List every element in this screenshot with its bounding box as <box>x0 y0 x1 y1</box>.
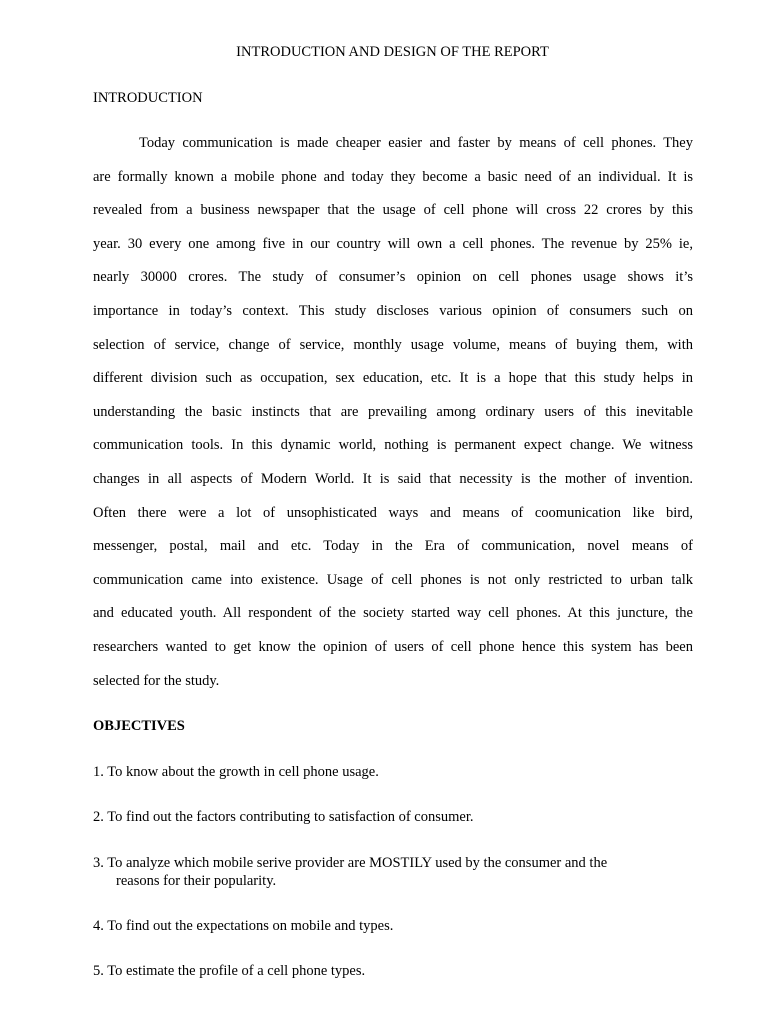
objective-text: 5. To estimate the profile of a cell phone types. <box>93 963 366 979</box>
objectives-heading: OBJECTIVES <box>93 718 185 734</box>
objective-text: 1. To know about the growth in cell phone usage. <box>93 764 379 780</box>
paragraph-line: Today communication is made cheaper easier and faster by means of cell phones. They <box>139 135 693 151</box>
introduction-paragraph <box>93 127 693 698</box>
paragraph-line: are formally known a mobile phone and today they become a basic need of an individual. It is <box>93 168 693 185</box>
paragraph-line: communication tools. In this dynamic world, nothing is permanent expect change. We witness <box>93 437 693 454</box>
paragraph-line: revealed from a business newspaper that the usage of cell phone will cross 22 crores by this <box>93 202 693 219</box>
objective-text-continuation: reasons for their popularity. <box>116 873 277 889</box>
paragraph-line: selection of service, change of service, monthly usage volume, means of buying them, with <box>93 336 693 353</box>
paragraph-line: Often there were a lot of unsophisticated ways and means of coomunication like bird, <box>93 504 693 521</box>
introduction-heading: INTRODUCTION <box>93 90 203 106</box>
paragraph-line: communication came into existence. Usage of cell phones is not only restricted to urban talk <box>93 571 693 588</box>
paragraph-line: importance in today’s context. This study discloses various opinion of consumers such on <box>93 302 693 319</box>
objective-item <box>93 917 693 935</box>
paragraph-line: researchers wanted to get know the opinion of users of cell phone hence this system has been <box>93 638 693 655</box>
objective-item <box>93 854 693 890</box>
objective-text: 4. To find out the expectations on mobile and types. <box>93 918 394 934</box>
objective-text: 3. To analyze which mobile serive provider are MOSTILY used by the consumer and the <box>93 855 608 871</box>
paragraph-line: selected for the study. <box>93 672 220 689</box>
objective-item <box>93 962 693 980</box>
objective-item <box>93 808 693 826</box>
paragraph-line: different division such as occupation, sex education, etc. It is a hope that this study helps in <box>93 370 693 387</box>
paragraph-line: understanding the basic instincts that are prevailing among ordinary users of this inevitable <box>93 403 693 420</box>
paragraph-line: and educated youth. All respondent of the society started way cell phones. At this juncture, the <box>93 605 693 622</box>
paragraph-line: messenger, postal, mail and etc. Today in the Era of communication, novel means of <box>93 538 693 555</box>
paragraph-line: changes in all aspects of Modern World. It is said that necessity is the mother of invention. <box>93 470 693 487</box>
paragraph-line: nearly 30000 crores. The study of consumer’s opinion on cell phones usage shows it’s <box>93 269 693 286</box>
paragraph-line: year. 30 every one among five in our country will own a cell phones. The revenue by 25% ie, <box>93 235 693 252</box>
report-title: INTRODUCTION AND DESIGN OF THE REPORT <box>236 44 549 60</box>
objective-text: 2. To find out the factors contributing to satisfaction of consumer. <box>93 809 474 825</box>
objective-item <box>93 763 693 781</box>
